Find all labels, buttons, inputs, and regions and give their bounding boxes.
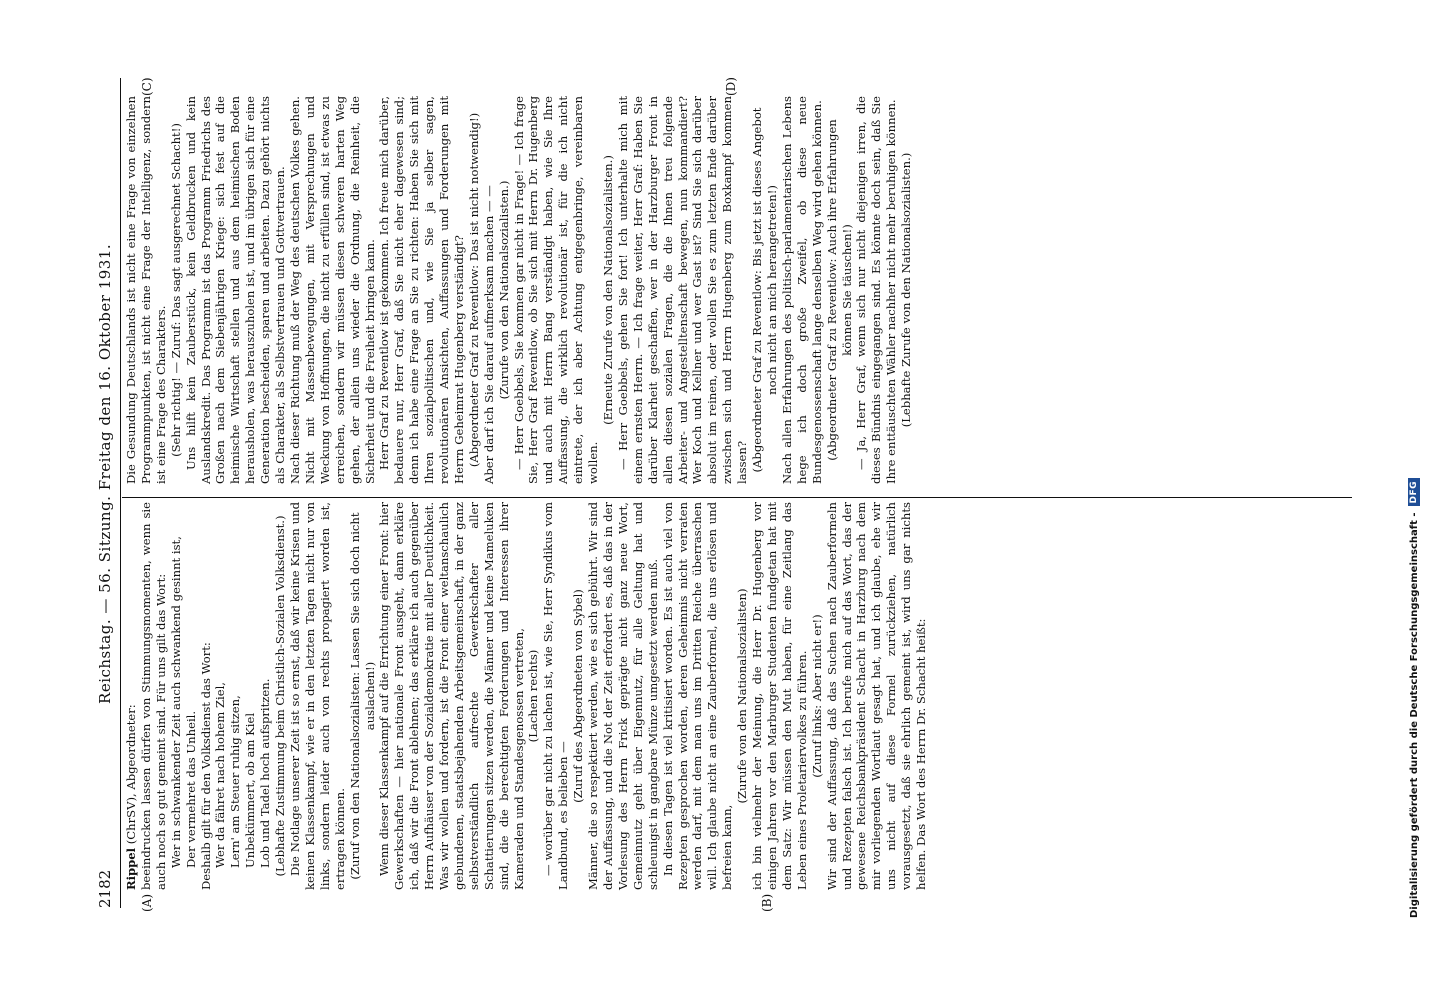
paragraph xyxy=(482,96,497,484)
paragraph-text: Lern' am Steuer ruhig sitzen, xyxy=(228,695,243,868)
dfg-logo: DFG xyxy=(1408,478,1420,507)
paragraph-text: — Herr Goebbels, Sie kommen gar nicht in Frage! — Ich frage Sie, Herr Graf Reventlow, ob Sie sich mit Herrn Dr. Hugenberg und auch mit Herrn Bang verständigt haben, wie Sie Ihre Auffassung, die wirklich revolutionär ist, für die ich nicht eintrete, der ich aber Achtung entgegenbringe, vereinbaren wollen. xyxy=(511,96,601,484)
column-divider xyxy=(122,497,1352,498)
paragraph-text: (Zurufe von den Nationalsozialisten) xyxy=(735,588,750,804)
paragraph-text: (ChrSV), Abgeordneter: xyxy=(124,704,138,848)
interjection xyxy=(810,502,825,890)
interjection xyxy=(899,96,914,484)
verse-line xyxy=(243,502,258,890)
paragraph xyxy=(616,96,750,484)
paragraph xyxy=(541,502,571,890)
paragraph xyxy=(512,96,601,484)
left-column xyxy=(124,502,929,890)
margin-mark-c: (C) xyxy=(140,77,154,96)
margin-mark-b: (B) xyxy=(760,893,774,912)
paragraph-text: (Abgeordneter Graf zu Reventlow: Das ist nicht notwendig!) xyxy=(466,112,481,468)
paragraph-text: beeindrucken lassen dürfen von Stimmungsmomenten, wenn sie auch noch so gut gemeint sind. Für uns gilt das Wort: xyxy=(138,502,168,890)
paragraph-text: Aber darf ich Sie darauf aufmerksam machen — — xyxy=(481,185,496,484)
interjection xyxy=(571,502,586,890)
verse-line xyxy=(213,502,228,890)
paragraph xyxy=(780,96,825,484)
paragraph-text: (Zurufe von den Nationalsozialisten.) xyxy=(496,180,511,400)
paragraph-text: (Erneute Zurufe von den Nationalsozialisten.) xyxy=(601,155,615,425)
right-column xyxy=(124,96,914,484)
verse-line xyxy=(169,502,184,890)
paragraph-text: Wir sind der Auffassung, daß das Suchen nach Zauberformeln und Rezepten falsch ist. Ich berufe mich auf das Wort, das der gewesene Reichsbankpräsident Schacht in Harzburg nach dem mir vorliegenden Wortlaut gesagt hat, und ich glaube, ehe wir uns nicht auf diese Formel zurückziehen, natürlich vorausgesetzt, daß sie ehrlich gemeint ist, wird uns gar nichts helfen. Das Wort des Herrn Dr. Schacht heißt: xyxy=(824,502,929,890)
interjection xyxy=(735,502,750,890)
paragraph xyxy=(661,502,736,890)
paragraph-text: (Lebhafte Zustimmung beim Christlich-Sozialen Volksdienst.) xyxy=(273,515,288,877)
paragraph-text: Die Gesundung Deutschlands ist nicht eine Frage von einzelnen Programmpunkten, ist nicht eine Frage der Intelligenz, sondern ist eine Frage des Charakters. xyxy=(124,96,168,484)
paragraph-text: Männer, die so respektiert werden, wie es sich gebührt. Wir sind der Auffassung, und die Not der Zeit erfordert es, daß das in der Vorlesung des Herrn Frick geprägte nicht ganz neue Wort, Gemeinnutz geht über Eigennutz, für alle Geltung hat und schleunigst in gangbare Münze umgesetzt werden muß. xyxy=(586,502,660,890)
paragraph-text: Nach dieser Richtung muß der Weg des deutschen Volkes gehen. Nicht mit Massenbewegungen, mit Versprechungen und Weckung von Hoffnungen, die nicht zu erfüllen sind, ist etwas zu erreichen, sondern wir müssen diesen schweren harten Weg gehen, der allein uns wieder die Ordnung, die Reinheit, die Sicherheit und die Freiheit bringen kann. xyxy=(287,96,377,484)
paragraph-text: (Lebhafte Zurufe von den Nationalsozialisten.) xyxy=(899,152,914,428)
verse-line xyxy=(258,502,273,890)
interjection xyxy=(601,96,616,484)
notice-text: Digitalisierung gefördert durch die Deutsche Forschungsgemeinschaft - xyxy=(1408,512,1420,918)
paragraph xyxy=(124,96,169,484)
paragraph xyxy=(288,502,348,890)
interjection xyxy=(825,96,855,484)
paragraph xyxy=(586,502,661,890)
verse-line xyxy=(184,502,199,890)
paragraph-text: Wer da fähret nach hohem Ziel, xyxy=(213,682,228,868)
paragraph-text: (Zuruf von den Nationalsozialisten: Lassen Sie sich doch nicht auslachen!) xyxy=(347,512,377,880)
paragraph xyxy=(377,96,466,484)
page-title: Reichstag. — 56. Sitzung. Freitag den 16. Oktober 1931. xyxy=(96,243,114,704)
paragraph xyxy=(825,502,929,890)
interjection xyxy=(497,96,512,484)
paragraph-text: Wer in schwankender Zeit auch schwankend gesinnt ist, xyxy=(168,536,183,868)
header-rule xyxy=(120,78,121,908)
paragraph xyxy=(750,502,810,890)
paragraph-text: Nach allen Erfahrungen des politisch-parlamentarischen Lebens hege ich doch große Zweifel, ob diese neue Bundesgenossenschaft lange denselben Weg wird gehen können. xyxy=(779,96,824,484)
speaker-name: Rippel xyxy=(124,847,138,890)
paragraph xyxy=(288,96,377,484)
paragraph xyxy=(199,502,214,890)
paragraph xyxy=(184,96,288,484)
paragraph-text: Unbekümmert, ob am Kiel xyxy=(243,712,258,868)
interjection xyxy=(273,502,288,890)
paragraph-text: (Sehr richtig! — Zuruf: Das sagt ausgerechnet Schacht!) xyxy=(168,123,183,457)
paragraph-text: (Zuruf des Abgeordneten von Sybel) xyxy=(571,589,586,803)
paragraph-text: Die Notlage unserer Zeit ist so ernst, daß wir keine Krisen und keinen Klassenkampf, wie er in den letzten Tagen nicht nur von links, sondern leider auch von rechts propagiert worden ist, ertragen können. xyxy=(287,502,347,890)
paragraph-text: — worüber gar nicht zu lachen ist, wie Sie, Herr Syndikus vom Landbund, es belieben — xyxy=(541,502,571,890)
digitization-notice xyxy=(1408,478,1420,918)
running-head xyxy=(96,78,118,908)
paragraph-text: ich bin vielmehr der Meinung, die Herr Dr. Hugenberg vor einigen Jahren vor den Marburger Studenten fundgetan hat mit dem Satz: Wir müssen den Mut haben, für eine Zeitlang das Leben eines Proletariervolkes zu führen. xyxy=(750,502,809,890)
paragraph-text: — Herr Goebbels, gehen Sie fort! Ich unterhalte mich mit einem ernsten Herrn. — Ich frage weiter, Herr Graf: Haben Sie darüber Klarheit geschaffen, wer in der Harzburger Front in allen diesen sozialen Fragen, die die Ihnen treu folgende Arbeiter- und Angestelltenschaft bewegen, nun kommandiert? Wer Koch und Kellner und wer Gast ist? Sind Sie sich darüber absolut im reinen, oder wollen Sie es zum letzten Ende darüber zwischen sich und Herrn Hugenberg zum Boxkampf kommen lassen? xyxy=(615,96,750,484)
paragraph-text: Uns hilft kein Zauberstück, kein Geldbrucken und kein Auslandskredit. Das Programm ist das Programm Friedrichs des Großen nach dem Siebenjährigen Kriege: sich fest auf die heimische Wirtschaft stellen und aus dem heimischen Boden herausholen, was herauszuholen ist, und im übrigen sich für eine Generation bescheiden, sparen und arbeiten. Dazu gehört nichts als Charakter, als Selbstvertrauen und Gottvertrauen. xyxy=(183,96,288,484)
paragraph-text: Wenn dieser Klassenkampf auf die Errichtung einer Front: hier Gewerkschaften — hier nationale Front ausgeht, dann erkläre ich, daß wir die Front ablehnen; das erkläre ich auch gegenüber Herrn Aufhäuser von der Sozialdemokratie mit aller Deutlichkeit. Was wir wollen und fordern, ist die Front einer weltanschaulich gebundenen, staatsbejahenden Arbeitsgemeinschaft, in der ganz selbstverständlich aufrechte Gewerkschafter aller Schattierungen sitzen werden, die Männer und keine Mameluken sind, die die berechtigten Forderungen und Interessen ihrer Kameraden und Standesgenossen vertreten, xyxy=(377,502,526,890)
paragraph xyxy=(139,502,169,890)
paragraph xyxy=(124,502,139,890)
interjection xyxy=(169,96,184,484)
verse-line xyxy=(228,502,243,890)
paragraph xyxy=(377,502,526,890)
paragraph-text: (Abgeordneter Graf zu Reventlow: Auch ihre Erfahrungen können Sie täuschen!) xyxy=(824,119,854,461)
interjection xyxy=(750,96,780,484)
paragraph xyxy=(854,96,899,484)
paragraph-text: Lob und Tadel hoch aufspritzen. xyxy=(258,678,273,868)
paragraph-text: Der vermehret das Unheil. xyxy=(183,710,198,868)
paragraph-text: (Zuruf links: Aber nicht er!) xyxy=(809,614,824,778)
margin-mark-d: (D) xyxy=(724,77,738,96)
interjection xyxy=(526,502,541,890)
paragraph-text: (Lachen rechts) xyxy=(526,649,541,743)
paragraph-text: Herr Graf zu Reventlow ist gekommen. Ich freue mich darüber, bedauere nur, Herr Graf, daß Sie nicht eher dagewesen sind; denn ich habe eine Frage an Sie zu richten: Haben Sie sich mit Ihren sozialpolitischen und, wie Sie ja selber sagen, revolutionären Ansichten, Auffassungen und Forderungen mit Herrn Geheimrat Hugenberg verständigt? xyxy=(377,96,466,484)
page-number: 2182 xyxy=(96,869,114,908)
margin-mark-a: (A) xyxy=(140,893,154,912)
paragraph-text: Deshalb gilt für den Volksdienst das Wort: xyxy=(198,642,213,890)
paragraph-text: — Ja, Herr Graf, wenn sich nur nicht diejenigen irren, die dieses Bündnis eingegangen sind. Es könnte doch sein, daß Sie Ihre enttäuschten Wähler nachher nicht mehr beruhigen können. xyxy=(854,96,899,484)
paragraph-text: (Abgeordneter Graf zu Reventlow: Bis jetzt ist dieses Angebot noch nicht an mich herangetreten!) xyxy=(750,107,779,473)
interjection xyxy=(348,502,378,890)
paragraph-text: In diesen Tagen ist viel kritisiert worden. Es ist auch viel von Rezepten gesprochen worden, deren Geheimnis nicht verraten werden darf, mit dem man uns im Dritten Reiche überraschen will. Ich glaube nicht an eine Zauberformel, die uns erlösen und befreien kann, xyxy=(660,502,735,890)
interjection xyxy=(467,96,482,484)
